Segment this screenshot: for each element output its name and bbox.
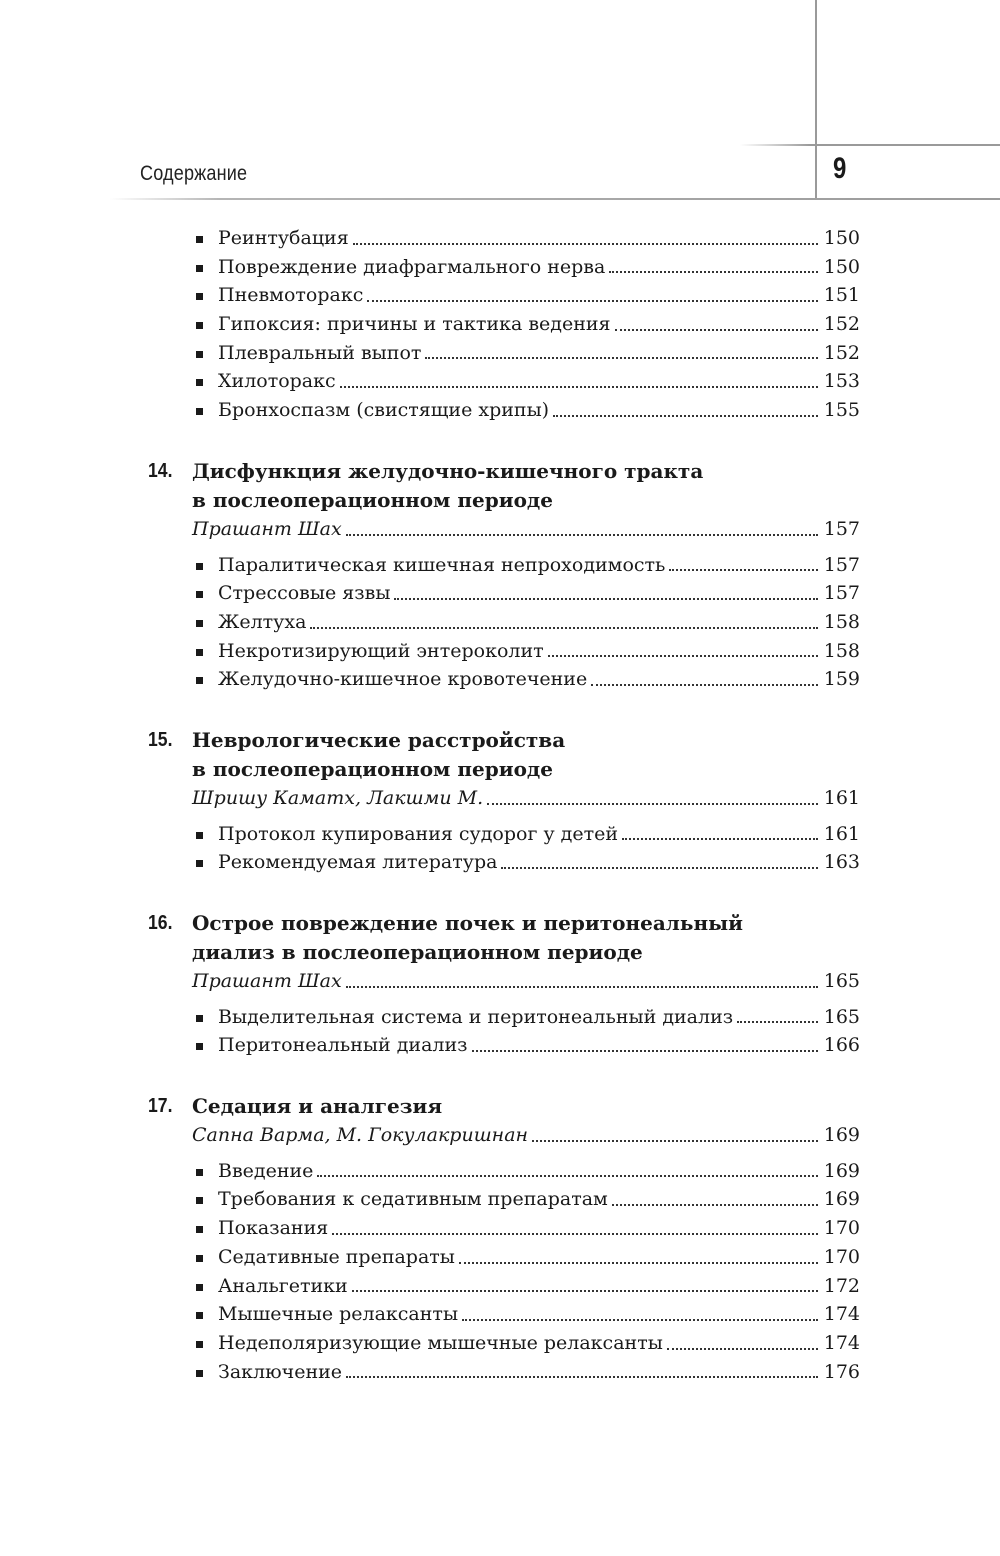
bullet-icon [196, 860, 203, 867]
toc-item[interactable] [148, 820, 860, 849]
header-vertical-rule [815, 0, 817, 200]
dot-leader [737, 1021, 818, 1023]
authors-label: Прашант Шах [192, 970, 342, 992]
dot-leader [462, 1319, 818, 1321]
toc-item[interactable] [148, 1031, 860, 1060]
dot-leader [548, 655, 818, 657]
toc-item-label: Пневмоторакс [218, 284, 364, 307]
chapter-number: 15. [148, 728, 173, 751]
dot-leader [317, 1175, 818, 1177]
chapter-title-line: Седация и аналгезия [192, 1094, 443, 1119]
bullet-icon [196, 1169, 203, 1176]
toc-item-page: 161 [823, 786, 860, 809]
toc-item-page: 165 [823, 970, 860, 992]
toc-item[interactable] [148, 848, 860, 877]
toc-item-page: 169 [823, 1124, 860, 1147]
dot-leader [353, 243, 818, 245]
chapter-title-line: в послеоперационном периоде [192, 756, 553, 781]
toc-item[interactable] [148, 1214, 860, 1243]
toc-item[interactable] [148, 1300, 860, 1329]
bullet-icon [196, 351, 203, 358]
toc-item-page: 157 [823, 582, 860, 605]
bullet-icon [196, 265, 203, 272]
toc-item-page: 174 [823, 1303, 860, 1326]
toc-item[interactable] [148, 1185, 860, 1214]
toc-item-label: Некротизирующий энтероколит [218, 639, 544, 662]
bullet-icon [196, 1226, 203, 1233]
toc-item-label: Хилоторакс [218, 370, 336, 393]
toc-item[interactable] [148, 551, 860, 580]
table-of-contents [148, 224, 860, 1386]
chapter-title-line: Неврологические расстройства [192, 727, 566, 752]
authors-label: Прашант Шах [192, 517, 342, 540]
toc-item-page: 163 [823, 851, 860, 874]
toc-item-label: Бронхоспазм (свистящие хрипы) [218, 399, 550, 422]
toc-item[interactable] [148, 339, 860, 368]
chapter-17 [148, 1092, 860, 1386]
dot-leader [609, 271, 818, 273]
bullet-icon [196, 832, 203, 839]
running-header: Содержание [140, 162, 248, 185]
toc-item[interactable] [148, 637, 860, 666]
toc-item[interactable] [148, 1003, 860, 1032]
bullet-icon [196, 1284, 203, 1291]
toc-item-page: 170 [823, 1217, 860, 1240]
authors-label: Шришу Каматх, Лакшми М. [192, 786, 484, 809]
bullet-icon [196, 1312, 203, 1319]
toc-item-page: 170 [823, 1245, 860, 1268]
toc-item[interactable] [148, 1329, 860, 1358]
chapter-number: 17. [148, 1095, 173, 1118]
header-rule [110, 198, 1000, 200]
toc-item[interactable] [148, 1243, 860, 1272]
toc-item[interactable] [148, 1358, 860, 1387]
toc-item[interactable] [148, 608, 860, 637]
dot-leader [346, 1376, 818, 1378]
chapter-title[interactable] [148, 909, 860, 967]
toc-item-page: 150 [823, 227, 860, 249]
chapter-15 [148, 726, 860, 877]
dot-leader [487, 803, 818, 805]
toc-item-label: Повреждение диафрагмального нерва [218, 255, 606, 278]
bullet-icon [196, 236, 203, 243]
toc-item-page: 157 [823, 517, 860, 540]
chapter-title[interactable] [148, 457, 860, 515]
toc-item[interactable] [148, 396, 860, 425]
toc-item[interactable] [148, 367, 860, 396]
bullet-icon [196, 1255, 203, 1262]
toc-item-page: 157 [823, 553, 860, 576]
bullet-icon [196, 677, 203, 684]
dot-leader [425, 357, 818, 359]
chapter-authors[interactable] [148, 784, 860, 813]
toc-item-label: Рекомендуемая литература [218, 851, 498, 874]
authors-label: Сапна Варма, М. Гокулакришнан [192, 1124, 529, 1147]
dot-leader [346, 534, 818, 536]
toc-item-page: 150 [823, 255, 860, 278]
toc-item-label: Показания [218, 1217, 329, 1240]
bullet-icon [196, 1015, 203, 1022]
toc-item-page: 159 [823, 668, 860, 691]
dot-leader [472, 1050, 818, 1052]
bullet-icon [196, 379, 203, 386]
toc-item-label: Введение [218, 1159, 314, 1182]
dot-leader [669, 569, 818, 571]
toc-item-page: 169 [823, 1159, 860, 1182]
bullet-icon [196, 563, 203, 570]
toc-item-label: Желтуха [218, 610, 307, 633]
bullet-icon [196, 649, 203, 656]
dot-leader [352, 1290, 818, 1292]
toc-item-page: 158 [823, 639, 860, 662]
chapter-title-line: Дисфункция желудочно-кишечного тракта [192, 458, 704, 483]
dot-leader [615, 329, 818, 331]
dot-leader [612, 1204, 818, 1206]
chapter-title[interactable] [148, 726, 860, 784]
toc-item-page: 165 [823, 1005, 860, 1028]
bullet-icon [196, 1197, 203, 1204]
toc-item-page: 155 [823, 399, 860, 422]
dot-leader [667, 1348, 818, 1350]
toc-item[interactable] [148, 1272, 860, 1301]
dot-leader [310, 627, 818, 629]
toc-item-label: Недеполяризующие мышечные релаксанты [218, 1331, 663, 1354]
dot-leader [332, 1233, 818, 1235]
toc-item[interactable] [148, 224, 860, 253]
toc-item-label: Плевральный выпот [218, 341, 422, 364]
toc-item-page: 153 [823, 370, 860, 393]
toc-item-page: 152 [823, 341, 860, 364]
chapter-number: 16. [148, 912, 173, 934]
toc-item-label: Желудочно-кишечное кровотечение [218, 668, 588, 691]
chapter-title[interactable] [148, 1092, 860, 1121]
chapter-title-line: диализ в послеоперационном периоде [192, 940, 643, 964]
toc-item[interactable] [148, 665, 860, 694]
toc-item[interactable] [148, 579, 860, 608]
toc-item[interactable] [148, 253, 860, 282]
chapter-title-line: в послеоперационном периоде [192, 487, 553, 512]
dot-leader [394, 598, 818, 600]
bullet-icon [196, 322, 203, 329]
continuation-list [148, 224, 860, 425]
toc-item-label: Анальгетики [218, 1274, 348, 1297]
toc-item-page: 169 [823, 1188, 860, 1211]
toc-item-page: 158 [823, 610, 860, 633]
toc-item-label: Мышечные релаксанты [218, 1303, 459, 1326]
chapter-16 [148, 909, 860, 1060]
toc-item-page: 151 [823, 284, 860, 307]
dot-leader [622, 838, 818, 840]
toc-item-label: Протокол купирования судорог у детей [218, 822, 619, 845]
chapter-number: 14. [148, 459, 173, 482]
dot-leader [367, 300, 818, 302]
chapter-authors[interactable] [148, 1121, 860, 1150]
chapter-14 [148, 457, 860, 694]
toc-item[interactable] [148, 310, 860, 339]
page-number: 9 [833, 152, 847, 185]
toc-item-page: 166 [823, 1034, 860, 1057]
dot-leader [459, 1262, 818, 1264]
toc-item-label: Выделительная система и перитонеальный диализ [218, 1005, 734, 1028]
toc-item-label: Гипоксия: причины и тактика ведения [218, 313, 611, 336]
toc-item-label: Паралитическая кишечная непроходимость [218, 553, 666, 576]
chapter-authors[interactable] [148, 967, 860, 996]
toc-item[interactable] [148, 281, 860, 310]
chapter-title-line: Острое повреждение почек и перитонеальный [192, 911, 743, 935]
bullet-icon [196, 620, 203, 627]
dot-leader [553, 415, 818, 417]
toc-item-page: 174 [823, 1331, 860, 1354]
dot-leader [532, 1140, 818, 1142]
toc-item-label: Заключение [218, 1360, 343, 1383]
toc-item-page: 172 [823, 1274, 860, 1297]
bullet-icon [196, 1341, 203, 1348]
toc-item-page: 161 [823, 822, 860, 845]
chapter-authors[interactable] [148, 515, 860, 544]
bullet-icon [196, 408, 203, 415]
dot-leader [591, 684, 818, 686]
toc-item-label: Стрессовые язвы [218, 582, 391, 605]
bullet-icon [196, 1043, 203, 1050]
toc-item-label: Перитонеальный диализ [218, 1034, 468, 1057]
toc-item-label: Реинтубация [218, 227, 349, 249]
bullet-icon [196, 591, 203, 598]
bullet-icon [196, 1370, 203, 1377]
dot-leader [501, 867, 818, 869]
header-top-rule [740, 144, 1000, 146]
dot-leader [340, 386, 818, 388]
toc-item-page: 176 [823, 1360, 860, 1383]
toc-item-label: Седативные препараты [218, 1245, 455, 1268]
bullet-icon [196, 293, 203, 300]
toc-item-label: Требования к седативным препаратам [218, 1188, 608, 1211]
dot-leader [346, 986, 818, 988]
toc-item[interactable] [148, 1157, 860, 1186]
toc-item-page: 152 [823, 313, 860, 336]
